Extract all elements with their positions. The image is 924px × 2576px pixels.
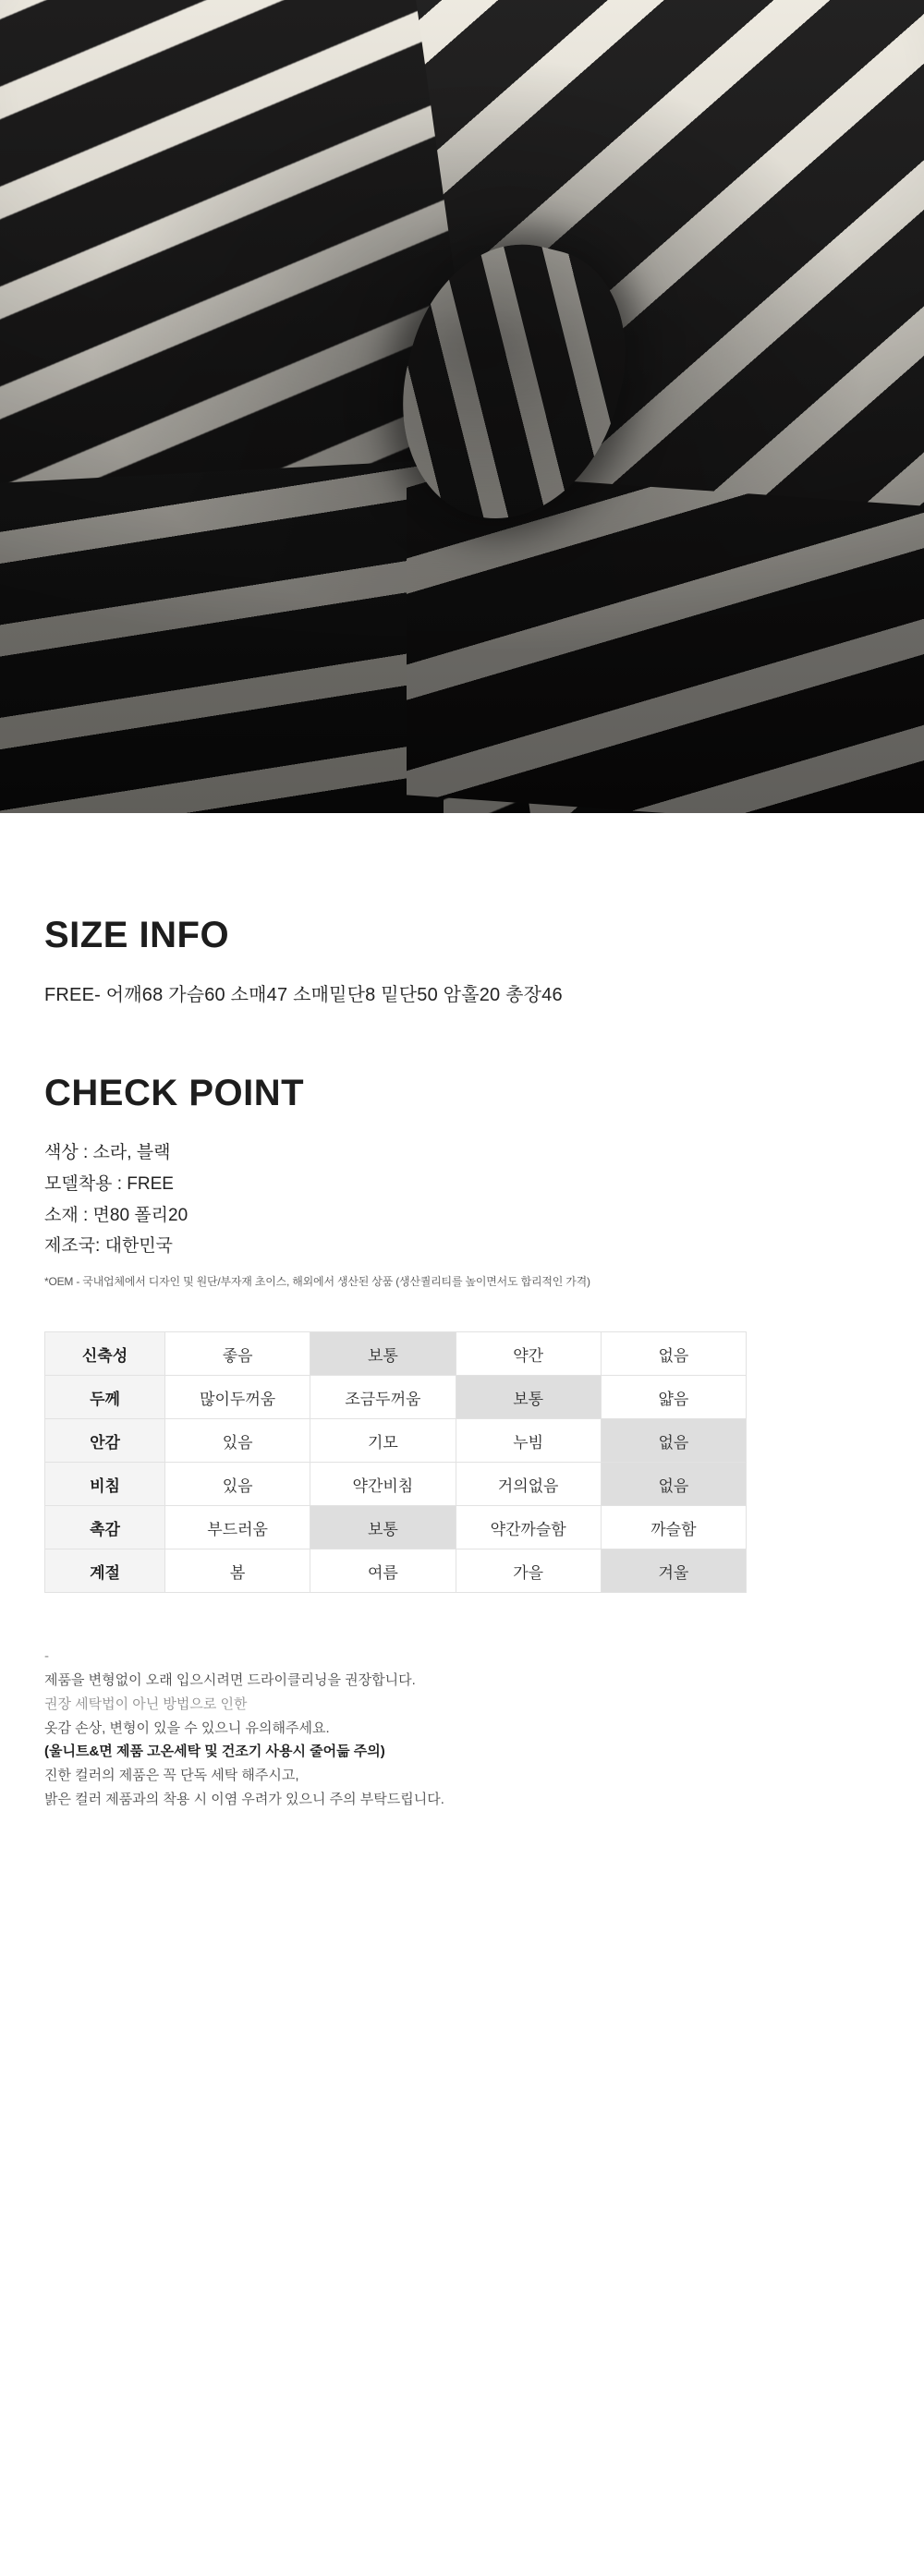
check-point-row-origin: 제조국: 대한민국 [44,1236,174,1257]
attr-option[interactable]: 약간비침 [310,1463,456,1506]
attr-option-selected[interactable]: 보통 [310,1506,456,1549]
attr-option[interactable]: 없음 [601,1332,746,1376]
attr-option[interactable]: 부드러움 [165,1506,310,1549]
care-line: 밝은 컬러 제품과의 착용 시 이염 우려가 있으니 주의 부탁드립니다. [44,1792,444,1808]
care-dash: - [44,1648,49,1665]
care-line: 진한 컬러의 제품은 꼭 단독 세탁 해주시고, [44,1768,299,1784]
attr-option-selected[interactable]: 보통 [456,1376,601,1419]
size-info-title: SIZE INFO [44,915,230,955]
care-line: 옷감 손상, 변형이 있을 수 있으니 유의해주세요. [44,1719,330,1736]
attr-label-lining: 안감 [45,1419,165,1463]
attr-option[interactable]: 있음 [165,1419,310,1463]
table-row [45,1376,747,1419]
table-row [45,1419,747,1463]
check-point-row-color: 색상 : 소라, 블랙 [44,1143,171,1162]
attr-option[interactable]: 많이두꺼움 [165,1376,310,1419]
attr-option[interactable]: 있음 [165,1463,310,1506]
attr-label-sheerness: 비침 [45,1463,165,1506]
oem-footnote: *OEM - 국내업체에서 디자인 및 원단/부자재 초이스, 해외에서 생산된 상품 (생산퀄리티를 높이면서도 합리적인 가격) [44,1275,590,1289]
attr-option[interactable]: 얇음 [601,1376,746,1419]
attr-option[interactable]: 여름 [310,1549,456,1593]
attr-label-touch: 촉감 [45,1506,165,1549]
attr-option[interactable]: 까슬함 [601,1506,746,1549]
attr-option[interactable]: 봄 [165,1549,310,1593]
table-row [45,1332,747,1376]
attr-option-selected[interactable]: 보통 [310,1332,456,1376]
attr-option[interactable]: 약간 [456,1332,601,1376]
spacer [44,813,880,915]
table-row [45,1549,747,1593]
attr-label-stretch: 신축성 [45,1332,165,1376]
attribute-table [44,1331,747,1593]
striped-knit-fabric-photo [0,0,924,813]
attr-option[interactable]: 거의없음 [456,1463,601,1506]
check-point-title: CHECK POINT [44,1073,305,1113]
attr-option[interactable]: 가을 [456,1549,601,1593]
care-line: 권장 세탁법이 아닌 방법으로 인한 [44,1695,248,1712]
attr-option[interactable]: 좋음 [165,1332,310,1376]
care-instructions [44,1645,880,1812]
check-point-row-model: 모델착용 : FREE [44,1173,174,1194]
check-point-row-material: 소재 : 면80 폴리20 [44,1205,188,1225]
attr-option[interactable]: 약간까슬함 [456,1506,601,1549]
attr-option[interactable]: 기모 [310,1419,456,1463]
care-line: 제품을 변형없이 오래 입으시려면 드라이클리닝을 권장합니다. [44,1672,416,1689]
table-row [45,1463,747,1506]
attr-label-thickness: 두께 [45,1376,165,1419]
attr-option[interactable]: 누빔 [456,1419,601,1463]
attr-label-season: 계절 [45,1549,165,1593]
attr-option[interactable]: 조금두꺼움 [310,1376,456,1419]
care-line-warning: (울니트&면 제품 고온세탁 및 건조기 사용시 줄어듦 주의) [44,1744,385,1760]
detail-text-content [0,813,924,2292]
photo-vignette-overlay [0,0,924,813]
attr-option-selected[interactable]: 없음 [601,1419,746,1463]
table-row [45,1506,747,1549]
size-measurements: FREE- 어깨68 가슴60 소매47 소매밑단8 밑단50 암홀20 총장46 [44,985,563,1005]
attr-option-selected[interactable]: 겨울 [601,1549,746,1593]
attr-option-selected[interactable]: 없음 [601,1463,746,1506]
spacer-bottom [44,1812,880,2292]
check-point-list [44,1137,880,1262]
